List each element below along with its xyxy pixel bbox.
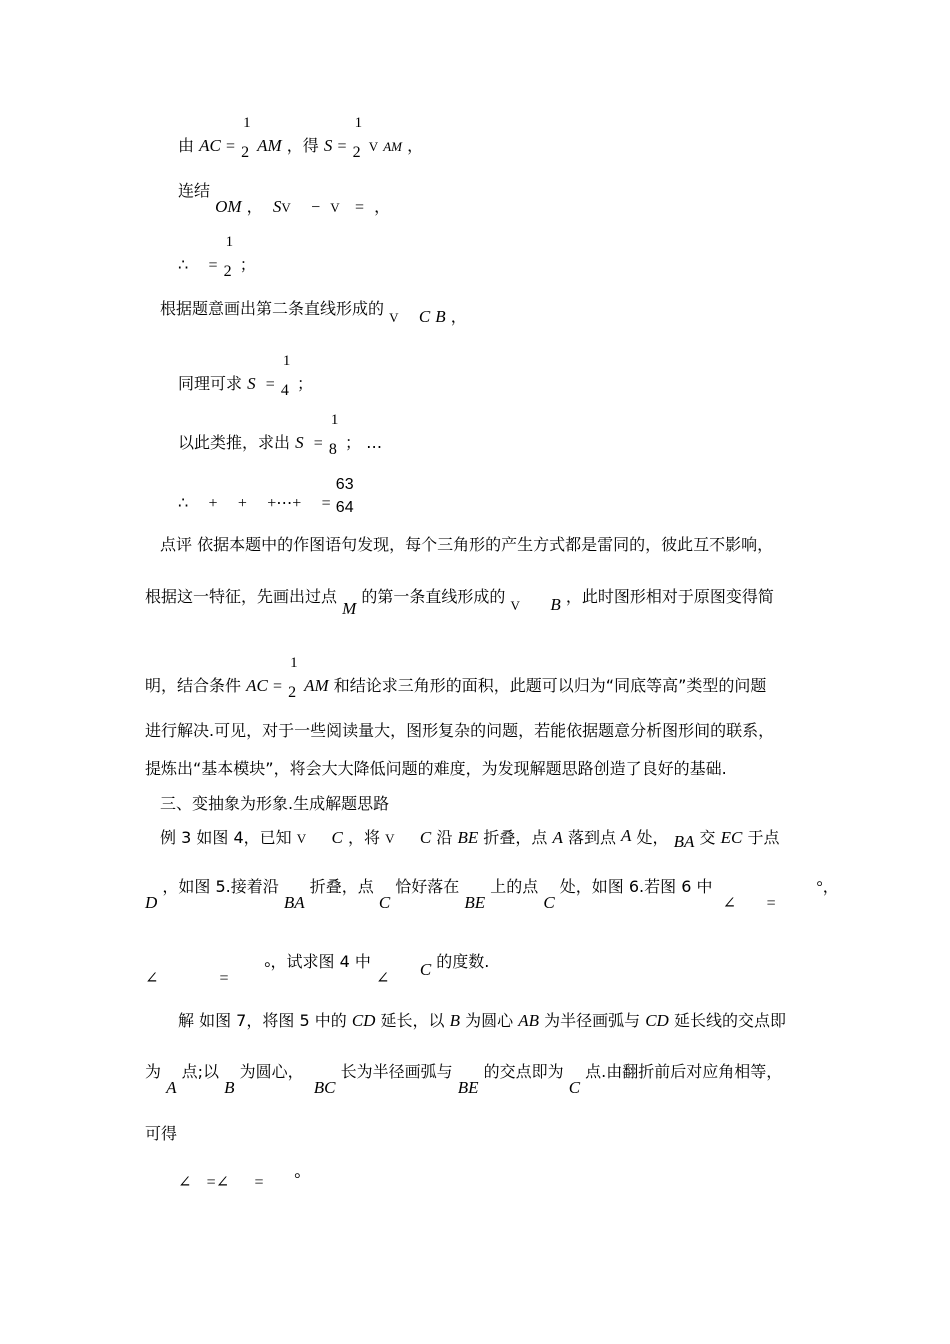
- math: =∠: [206, 1174, 230, 1191]
- text: ，试求图 4 中: [270, 952, 371, 971]
- math: =: [272, 678, 282, 695]
- text-line: [178, 181, 391, 216]
- text-line: [145, 952, 490, 987]
- text: 延长，以: [380, 1011, 445, 1030]
- math: CD: [645, 1011, 669, 1030]
- text: 的第一条直线形成的: [361, 587, 506, 606]
- math: BE: [464, 893, 486, 912]
- text: ，: [246, 197, 263, 216]
- text: ，: [822, 877, 839, 896]
- denominator: 8: [328, 441, 337, 458]
- math: V: [281, 200, 291, 215]
- text: ∴: [178, 493, 189, 512]
- math: V: [296, 831, 307, 846]
- math: =: [219, 970, 229, 987]
- math: A: [621, 826, 632, 845]
- text: ，将: [347, 828, 380, 847]
- numerator: 1: [282, 353, 291, 369]
- math: =: [265, 376, 275, 393]
- math: BE: [457, 1078, 479, 1097]
- text: ，: [374, 197, 391, 216]
- math: °: [294, 1171, 301, 1188]
- fraction: [328, 412, 340, 458]
- text: ，如图 5.接着沿: [162, 877, 279, 896]
- math: C: [568, 1078, 581, 1097]
- math: C: [543, 893, 555, 912]
- text: 例 3 如图 4，已知: [160, 828, 292, 847]
- text-line: [178, 1011, 786, 1031]
- numerator: 1: [243, 115, 251, 131]
- text: 为圆心，: [239, 1062, 304, 1081]
- text: ，: [407, 136, 424, 155]
- denominator: 2: [223, 263, 232, 280]
- text-line: [178, 234, 256, 280]
- math: B: [449, 1011, 461, 1030]
- fraction: [280, 353, 292, 399]
- math: B: [435, 307, 446, 326]
- math: C: [419, 828, 432, 847]
- text: 解 如图 7，将图 5 中的: [178, 1011, 347, 1030]
- text: 点;以: [181, 1062, 219, 1081]
- text-line: [160, 828, 779, 849]
- text: 为圆心: [465, 1011, 514, 1030]
- text: ；: [297, 374, 314, 393]
- math: S: [247, 374, 256, 393]
- math: B: [224, 1078, 235, 1097]
- math: AM: [304, 676, 329, 695]
- text: 点评 依据本题中的作图语句发现，每个三角形的产生方式都是雷同的，彼此互不影响，: [160, 535, 774, 554]
- text: 点.由翻折前后对应角相等，: [585, 1062, 783, 1081]
- numerator: 63: [335, 476, 354, 493]
- math: =: [225, 138, 235, 155]
- math: A: [166, 1078, 177, 1097]
- math: CD: [351, 1011, 376, 1030]
- text: 三、变抽象为形象.生成解题思路: [160, 794, 390, 813]
- text: 明，结合条件: [145, 676, 242, 695]
- math: BA: [673, 832, 695, 851]
- text: 长为半径画弧与: [340, 1062, 453, 1081]
- math: S: [323, 136, 333, 155]
- math: V: [368, 139, 379, 154]
- math: =: [254, 1174, 264, 1191]
- text: 连结: [178, 181, 211, 200]
- math: +⋯+: [267, 495, 302, 512]
- math: AC: [246, 676, 268, 695]
- text: 提炼出“基本模块”，将会大大降低问题的难度，为发现解题思路创造了良好的基础.: [145, 759, 727, 778]
- text: 为半径画弧与: [544, 1011, 641, 1030]
- math: °: [816, 879, 823, 896]
- math: M: [342, 599, 357, 618]
- text: 恰好落在: [395, 877, 460, 896]
- text-line: [145, 655, 767, 701]
- text: 延长线的交点即: [673, 1011, 786, 1030]
- math: =: [766, 895, 776, 912]
- text-line: [160, 299, 467, 326]
- numerator: 1: [225, 234, 234, 250]
- text: 的度数.: [436, 952, 490, 971]
- fraction: [335, 476, 360, 516]
- fraction: [240, 115, 252, 161]
- math: +: [237, 495, 247, 512]
- text: 的交点即为: [483, 1062, 564, 1081]
- fraction: [223, 234, 235, 280]
- fraction: [352, 115, 364, 161]
- math: =: [208, 257, 218, 274]
- section-heading: [160, 794, 389, 814]
- text: ；: [239, 255, 256, 274]
- math: C: [418, 307, 431, 326]
- math: AC: [199, 136, 221, 155]
- math: BE: [457, 828, 479, 847]
- text: 折叠，点: [483, 828, 548, 847]
- text-line: [178, 412, 383, 458]
- math: ∠: [145, 970, 159, 987]
- text-line: [178, 353, 314, 399]
- text: 于点: [747, 828, 780, 847]
- text: 上的点: [490, 877, 539, 896]
- fraction: [287, 655, 299, 701]
- math: S: [272, 197, 282, 216]
- denominator: 64: [335, 499, 354, 516]
- math: S: [295, 433, 304, 452]
- text: 折叠，点: [309, 877, 374, 896]
- math: C: [331, 828, 343, 847]
- math: =: [354, 199, 364, 216]
- text-line: [145, 759, 727, 779]
- math: −: [311, 199, 321, 216]
- text-line: [178, 1172, 301, 1193]
- math: C: [419, 960, 432, 979]
- math: =: [337, 138, 347, 155]
- text: ；: [345, 433, 362, 452]
- math: EC: [720, 828, 743, 847]
- denominator: 2: [352, 144, 361, 161]
- text: 和结论求三角形的面积，此题可以归为“同底等高”类型的问题: [333, 676, 767, 695]
- math: OM: [215, 197, 242, 216]
- text: 以此类推，求出: [178, 433, 291, 452]
- math: =: [313, 435, 323, 452]
- math: B: [550, 595, 561, 614]
- math: C: [378, 893, 391, 912]
- math: =: [321, 495, 331, 512]
- text: 同理可求: [178, 374, 243, 393]
- text: ，得: [286, 136, 319, 155]
- math: AM: [383, 139, 402, 154]
- math: V: [385, 831, 395, 846]
- math: ∠: [178, 1174, 192, 1191]
- text: ∴: [178, 255, 189, 274]
- text: 落到点: [567, 828, 616, 847]
- math: AM: [257, 136, 282, 155]
- text: ，: [450, 307, 467, 326]
- text-line: [145, 1062, 783, 1097]
- math: BC: [313, 1078, 336, 1097]
- math: V: [389, 310, 399, 325]
- text: 根据这一特征，先画出过点: [145, 587, 338, 606]
- text: 根据题意画出第二条直线形成的: [160, 299, 385, 318]
- denominator: 2: [241, 144, 250, 161]
- text-line: [160, 535, 773, 555]
- text: 处，如图 6.若图 6 中: [559, 877, 713, 896]
- denominator: 4: [280, 382, 289, 399]
- math: D: [145, 893, 158, 912]
- text: 交: [699, 828, 716, 847]
- text-line: [178, 115, 424, 161]
- numerator: 1: [330, 412, 339, 428]
- denominator: 2: [288, 684, 297, 701]
- text: 为: [145, 1062, 162, 1081]
- text: ，此时图形相对于原图变得简: [565, 587, 774, 606]
- text: …: [366, 433, 383, 452]
- math: ∠: [375, 970, 390, 987]
- math: °: [264, 960, 271, 977]
- text: 由: [178, 136, 195, 155]
- text: 沿: [436, 828, 453, 847]
- math: +: [208, 495, 218, 512]
- math: V: [330, 200, 340, 215]
- text-line: [145, 877, 839, 912]
- text: 可得: [145, 1124, 178, 1143]
- text-line: [145, 587, 774, 618]
- text: 进行解决.可见，对于一些阅读量大，图形复杂的问题，若能依据题意分析图形间的联系，: [145, 721, 775, 740]
- text-line: [178, 476, 360, 516]
- math: A: [552, 828, 563, 847]
- math: BA: [283, 893, 305, 912]
- text-line: [145, 1124, 177, 1144]
- numerator: 1: [290, 655, 298, 671]
- math: ∠: [722, 895, 737, 912]
- math: AB: [518, 1011, 540, 1030]
- text: 处，: [636, 828, 669, 847]
- numerator: 1: [354, 115, 363, 131]
- text-line: [145, 721, 774, 741]
- math: V: [510, 598, 520, 613]
